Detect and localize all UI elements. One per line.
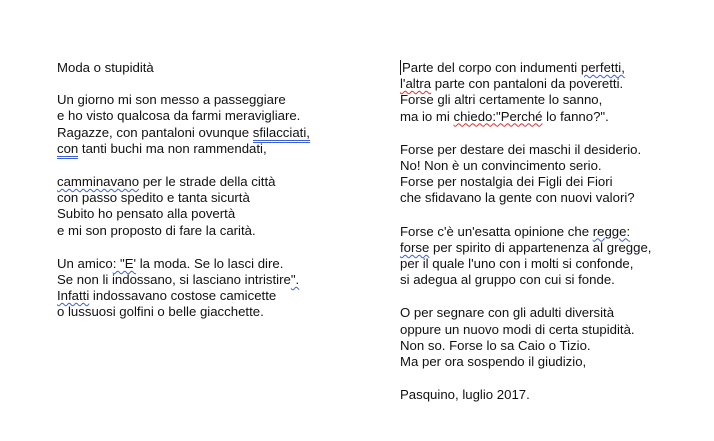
verse-line: No! Non è un convincimento serio.	[400, 158, 602, 174]
verse-line: che sfidavano la gente con nuovi valori?	[400, 190, 635, 206]
verse-line: Forse c'è un'esatta opinione che regge:	[400, 223, 631, 239]
spelling-flag[interactable]: chiedo:"Perché	[453, 108, 543, 124]
verse-line: camminavano per le strade della città	[57, 174, 276, 190]
verse-line: Ragazze, con pantaloni ovunque sfilacciati,	[57, 125, 357, 141]
grammar-flag[interactable]: Infatti	[57, 288, 90, 304]
spelling-flag[interactable]: l'altra	[400, 76, 432, 92]
grammar-flag[interactable]: con	[57, 141, 78, 159]
verse-line: Forse per nostalgia dei Figli dei Fiori	[400, 174, 613, 190]
poem-title: Moda o stupidità	[57, 60, 154, 75]
stanza-6	[400, 224, 700, 289]
verse-line: Ma per ora sospendo il giudizio,	[400, 354, 587, 370]
left-column	[57, 60, 357, 338]
verse-line: Se non li indossano, si lasciano intristire".	[57, 272, 300, 288]
verse-line: o lussuosi golfini o belle giacchette.	[57, 304, 264, 320]
right-column	[400, 60, 700, 403]
stanza-1	[57, 92, 357, 157]
verse-line: per il quale l'uno con i molti si confonde,	[400, 256, 634, 272]
verse-line: con passo spedito e tanta sicurtà	[57, 190, 250, 206]
verse-line: Subito ho pensato alla povertà	[57, 206, 236, 222]
stanza-4	[400, 60, 700, 125]
verse-line: Un giorno mi son messo a passeggiare	[57, 92, 286, 108]
grammar-flag[interactable]: : "E'	[112, 255, 137, 271]
grammar-flag[interactable]: camminavano	[57, 174, 140, 190]
verse-line: Forse gli altri certamente lo sanno,	[400, 92, 603, 108]
text-cursor	[400, 60, 401, 75]
stanza-3	[57, 256, 357, 321]
grammar-flag[interactable]: perfetti,	[580, 60, 625, 75]
verse-line: Infatti indossavano costose camicette	[57, 288, 277, 304]
stanza-7	[400, 305, 700, 370]
verse-line: Un amico: "E' la moda. Se lo lasci dire.	[57, 255, 284, 271]
verse-line: Non so. Forse lo sa Caio o Tizio.	[400, 337, 591, 353]
stanza-5	[400, 142, 700, 207]
verse-line: si adegua al gruppo con cui si fonde.	[400, 272, 615, 288]
verse-line: ma io mi chiedo:"Perché lo fanno?".	[400, 108, 609, 124]
stanza-2	[57, 174, 357, 239]
verse-line: Parte del corpo con indumenti perfetti,	[402, 60, 625, 75]
verse-line: Forse per destare dei maschi il desiderio.	[400, 141, 642, 157]
verse-line: oppure un nuovo modi di certa stupidità.	[400, 321, 635, 337]
verse-line: l'altra parte con pantaloni da poveretti.	[400, 76, 624, 92]
grammar-flag[interactable]: regge:	[592, 223, 631, 239]
grammar-flag[interactable]: ".	[290, 272, 300, 288]
signature: Pasquino, luglio 2017.	[400, 387, 530, 403]
verse-line: forse per spirito di appartenenza al gregge,	[400, 239, 652, 255]
grammar-flag[interactable]: sfilacciati,	[253, 125, 310, 143]
grammar-flag[interactable]: forse	[400, 239, 430, 255]
verse-line: O per segnare con gli adulti diversità	[400, 305, 615, 321]
verse-line: e ho visto qualcosa da farmi meravigliare.	[57, 108, 301, 124]
verse-line: e mi son proposto di fare la carità.	[57, 222, 256, 238]
verse-line: con tanti buchi ma non rammendati,	[57, 141, 357, 157]
